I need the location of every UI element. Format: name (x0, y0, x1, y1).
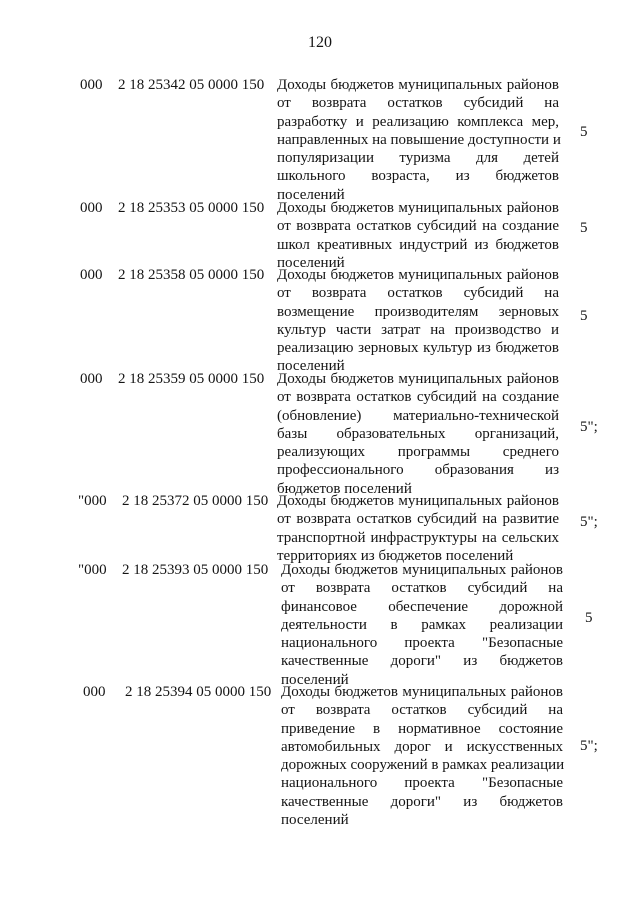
description-line: автомобильных дорог и искусственных (281, 738, 563, 755)
description-line: разработку и реализацию комплекса мер, (277, 113, 559, 130)
description-line: Доходы бюджетов муниципальных районов (281, 684, 563, 700)
description-line: поселений (277, 358, 345, 375)
row-amount: 5"; (580, 514, 598, 530)
description-line: популяризации туризма для детей (277, 150, 559, 167)
description-line: Доходы бюджетов муниципальных районов (277, 200, 559, 216)
description-line: качественные дороги" из бюджетов (281, 793, 563, 810)
description-line: территориях из бюджетов поселений (277, 547, 514, 564)
description-line: национального проекта "Безопасные (281, 635, 563, 652)
description-line: дорожных сооружений в рамках реализации (281, 757, 565, 774)
description-line: базы образовательных организаций, (277, 425, 559, 442)
row-classification-code: 2 18 25358 05 0000 150 (118, 267, 265, 283)
description-line: финансовое обеспечение дорожной (281, 598, 563, 615)
description-line: Доходы бюджетов муниципальных районов (277, 267, 559, 283)
description-line: поселений (277, 254, 345, 271)
description-line: от возврата остатков субсидий на развитие (277, 511, 559, 528)
description-line: бюджетов поселений (277, 480, 412, 497)
description-line: от возврата остатков субсидий на (281, 702, 563, 719)
row-amount: 5 (580, 308, 588, 324)
page-number: 120 (308, 34, 332, 51)
description-line: поселений (281, 671, 349, 688)
row-classification-code: 2 18 25342 05 0000 150 (118, 77, 265, 93)
row-code: 000 (80, 371, 103, 387)
row-amount: 5 (580, 124, 588, 140)
row-code: 000 (80, 267, 103, 283)
description-line: культур части затрат на производство и (277, 321, 559, 338)
row-code: "000 (78, 493, 107, 509)
description-line: реализацию зерновых культур из бюджетов (277, 340, 559, 357)
description-line: национального проекта "Безопасные (281, 775, 563, 792)
row-code: 000 (83, 684, 106, 700)
row-description (277, 199, 559, 272)
description-line: школ креативных индустрий из бюджетов (277, 236, 559, 253)
row-classification-code: 2 18 25359 05 0000 150 (118, 371, 265, 387)
row-amount: 5 (580, 220, 588, 236)
description-line: качественные дороги" из бюджетов (281, 653, 563, 670)
row-code: "000 (78, 562, 107, 578)
row-description (281, 561, 563, 689)
description-line: приведение в нормативное состояние (281, 720, 563, 737)
row-classification-code: 2 18 25393 05 0000 150 (122, 562, 269, 578)
row-amount: 5"; (580, 738, 598, 754)
row-description (277, 76, 559, 204)
description-line: деятельности в рамках реализации (281, 616, 563, 633)
description-line: Доходы бюджетов муниципальных районов (277, 371, 559, 387)
description-line: поселений (277, 186, 345, 203)
description-line: возмещение производителям зерновых (277, 303, 559, 320)
description-line: от возврата остатков субсидий на (277, 285, 559, 302)
description-line: направленных на повышение доступности и (277, 131, 561, 148)
row-code: 000 (80, 77, 103, 93)
description-line: транспортной инфраструктуры на сельских (277, 529, 559, 546)
row-amount: 5"; (580, 419, 598, 435)
row-description (277, 370, 559, 498)
row-description (277, 266, 559, 376)
description-line: профессионального образования из (277, 462, 559, 479)
description-line: Доходы бюджетов муниципальных районов (277, 493, 559, 509)
row-amount: 5 (585, 610, 593, 626)
description-line: от возврата остатков субсидий на создание (277, 389, 559, 406)
row-description (277, 492, 559, 565)
row-classification-code: 2 18 25353 05 0000 150 (118, 200, 265, 216)
row-classification-code: 2 18 25394 05 0000 150 (125, 684, 272, 700)
row-code: 000 (80, 200, 103, 216)
description-line: поселений (281, 812, 349, 829)
description-line: Доходы бюджетов муниципальных районов (277, 77, 559, 93)
row-description (281, 683, 563, 829)
description-line: от возврата остатков субсидий на создание (277, 218, 559, 235)
description-line: школьного возраста, из бюджетов (277, 168, 559, 185)
description-line: (обновление) материально-технической (277, 407, 559, 424)
description-line: от возврата остатков субсидий на (277, 95, 559, 112)
description-line: от возврата остатков субсидий на (281, 580, 563, 597)
description-line: Доходы бюджетов муниципальных районов (281, 562, 563, 578)
description-line: реализующих программы среднего (277, 444, 559, 461)
row-classification-code: 2 18 25372 05 0000 150 (122, 493, 269, 509)
